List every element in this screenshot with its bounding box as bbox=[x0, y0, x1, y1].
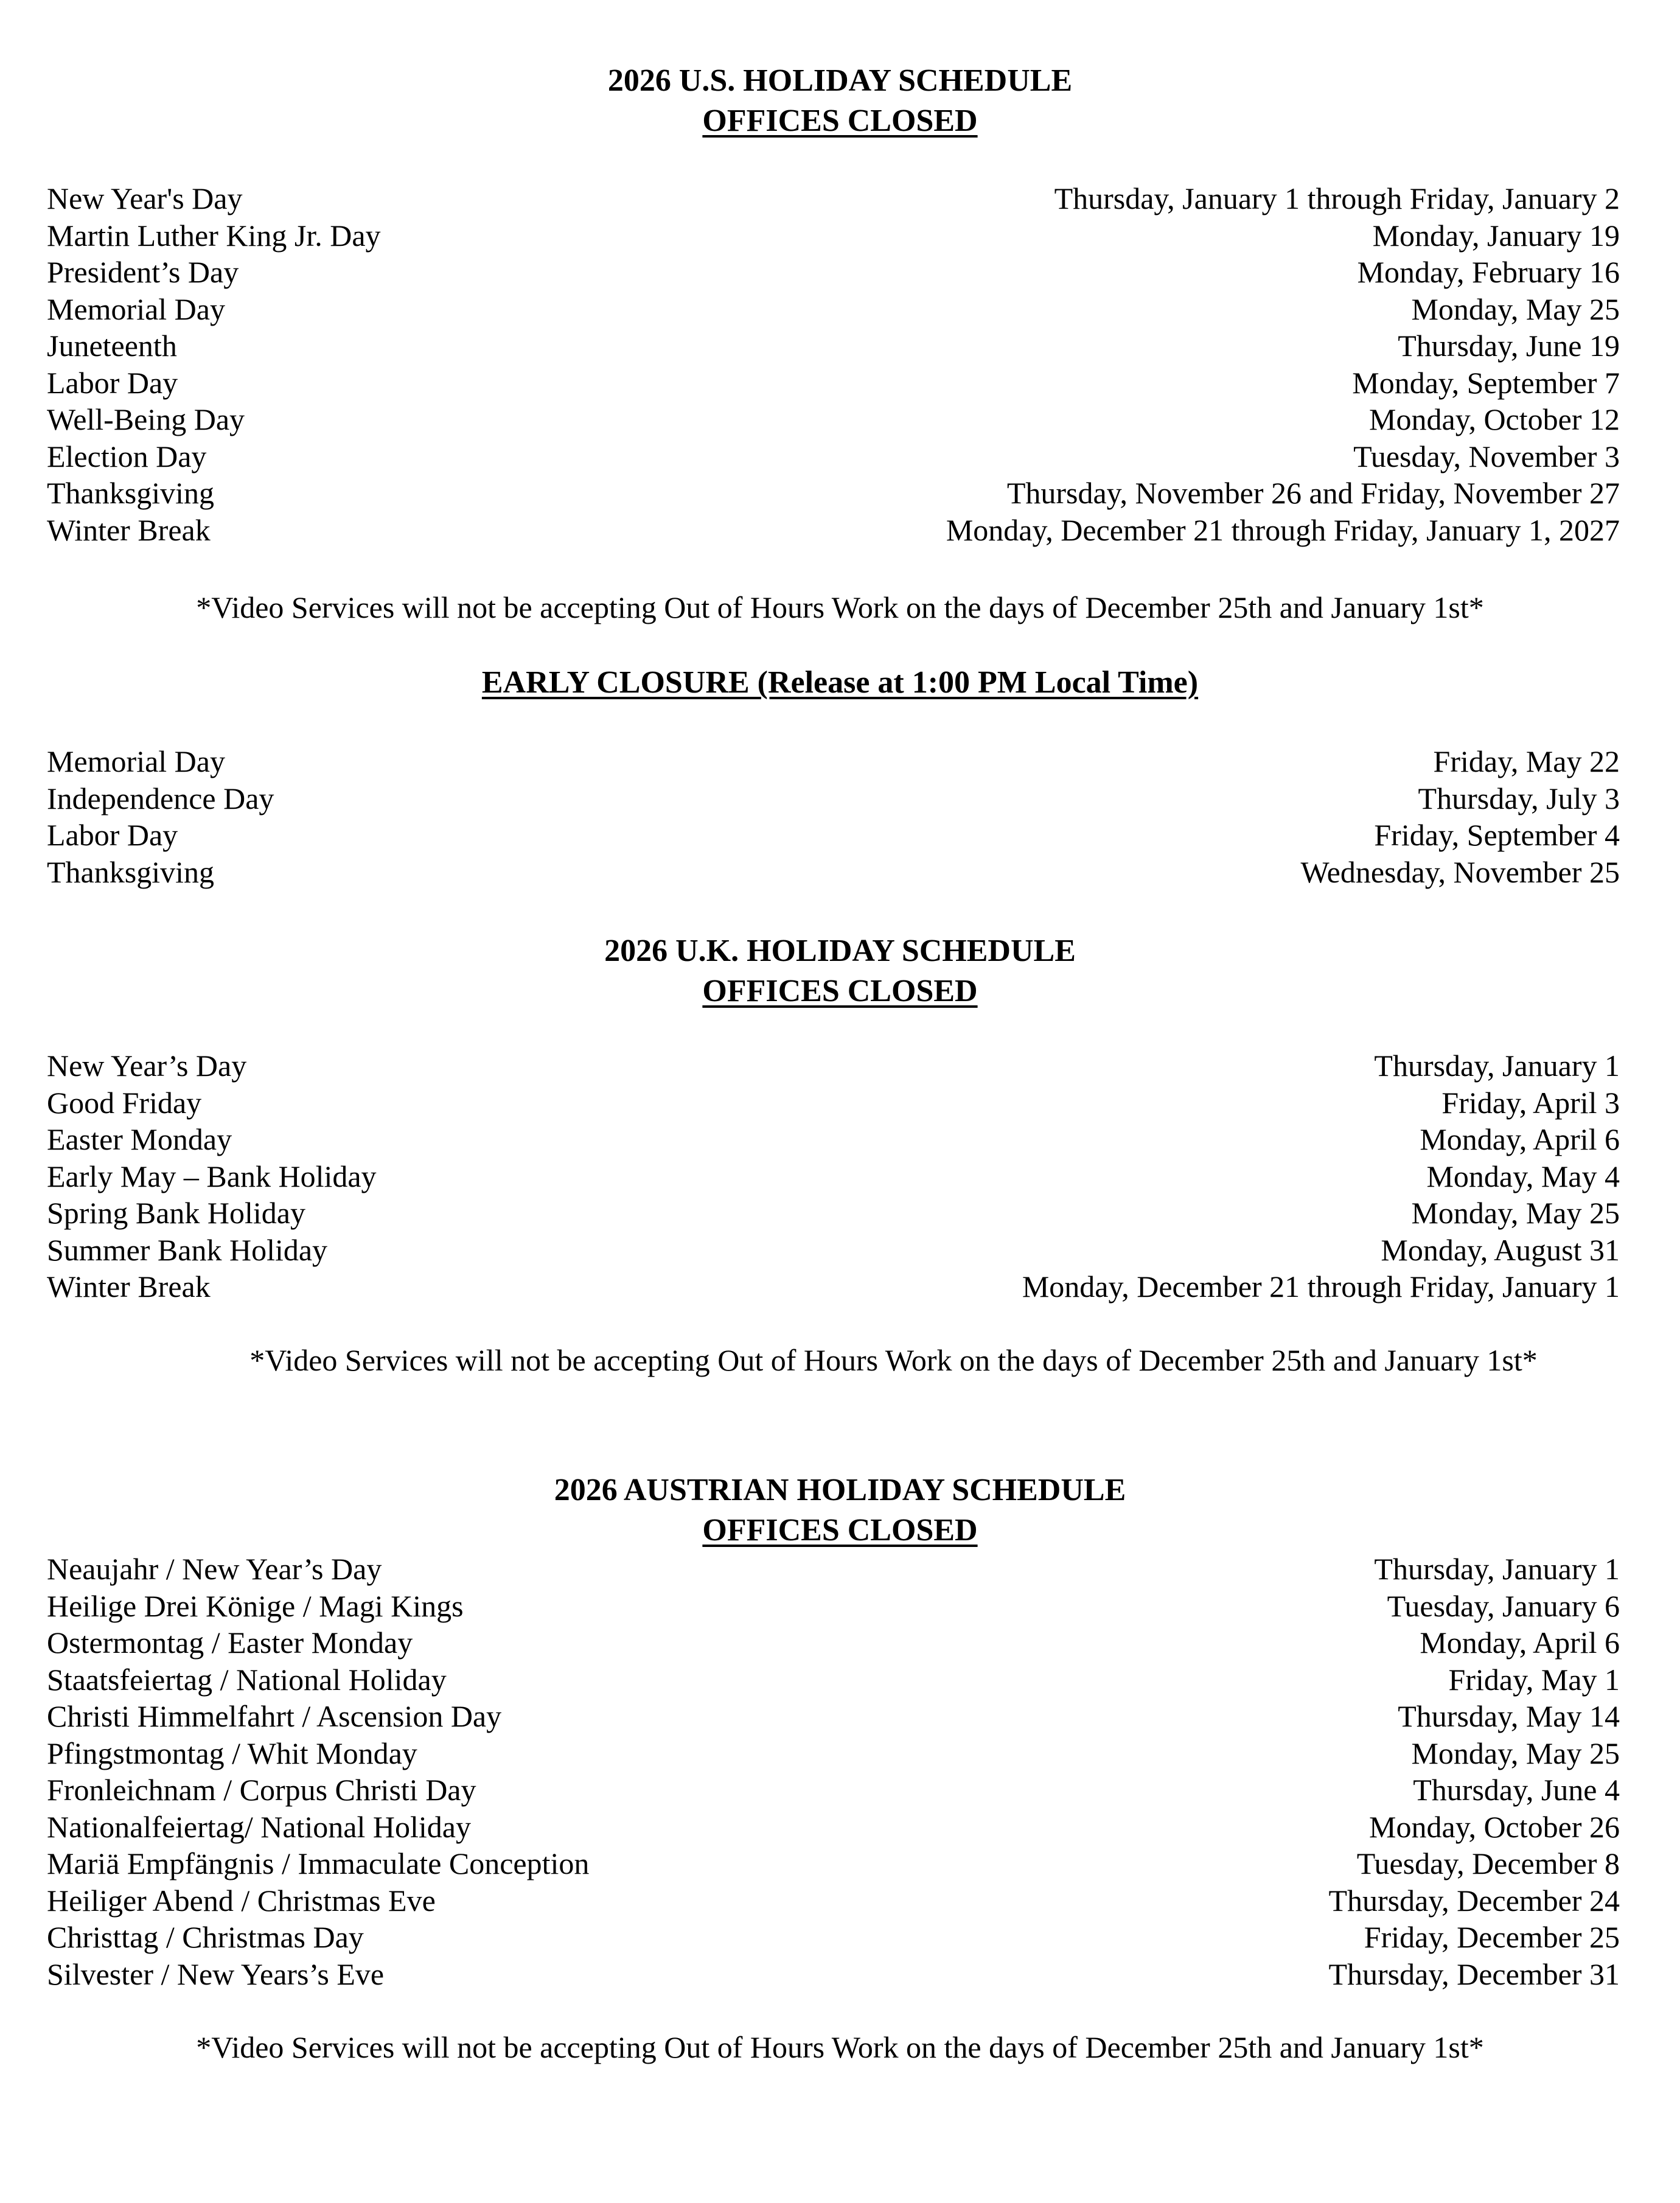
holiday-name: Good Friday bbox=[47, 1085, 202, 1120]
holiday-name: Juneteenth bbox=[47, 329, 177, 363]
holiday-name: Memorial Day bbox=[47, 744, 225, 778]
holiday-row bbox=[47, 1551, 1620, 1588]
holiday-date: Thursday, July 3 bbox=[1418, 781, 1620, 815]
holiday-name: Labor Day bbox=[47, 365, 178, 400]
holiday-name: Heiliger Abend / Christmas Eve bbox=[47, 1883, 436, 1918]
holiday-name: Well-Being Day bbox=[47, 402, 245, 436]
holiday-row bbox=[47, 1735, 1620, 1772]
holiday-row bbox=[47, 365, 1620, 402]
holiday-row bbox=[47, 1919, 1620, 1956]
holiday-name: Pfingstmontag / Whit Monday bbox=[47, 1736, 417, 1770]
austria-video-services-note: *Video Services will not be accepting Out of Hours Work on the days of December 25th and January 1st* bbox=[196, 2030, 1484, 2064]
holiday-name: Fronleichnam / Corpus Christi Day bbox=[47, 1773, 476, 1807]
us-holiday-list bbox=[47, 180, 1620, 548]
holiday-row bbox=[47, 1624, 1620, 1661]
early-closure-title: EARLY CLOSURE (Release at 1:00 PM Local Time) bbox=[481, 665, 1199, 700]
holiday-name: Election Day bbox=[47, 439, 207, 473]
austria-title: 2026 AUSTRIAN HOLIDAY SCHEDULE bbox=[554, 1473, 1126, 1507]
holiday-date: Thursday, December 31 bbox=[1328, 1957, 1620, 1991]
holiday-date: Monday, August 31 bbox=[1381, 1232, 1620, 1267]
austria-section-heading bbox=[0, 1470, 1680, 1551]
uk-video-services-note: *Video Services will not be accepting Out of Hours Work on the days of December 25th and January 1st* bbox=[249, 1343, 1538, 1377]
us-title: 2026 U.S. HOLIDAY SCHEDULE bbox=[607, 63, 1073, 98]
holiday-name: Nationalfeiertag/ National Holiday bbox=[47, 1809, 471, 1844]
holiday-row bbox=[47, 512, 1620, 549]
uk-section-heading bbox=[0, 931, 1680, 1011]
holiday-name: Silvester / New Years’s Eve bbox=[47, 1957, 385, 1991]
uk-holiday-list bbox=[47, 1047, 1620, 1305]
holiday-name: Christi Himmelfahrt / Ascension Day bbox=[47, 1699, 502, 1733]
austria-holiday-list bbox=[47, 1551, 1620, 1992]
holiday-name: Thanksgiving bbox=[47, 476, 214, 510]
holiday-name: Martin Luther King Jr. Day bbox=[47, 218, 381, 253]
holiday-row bbox=[47, 1121, 1620, 1158]
holiday-row bbox=[47, 475, 1620, 512]
holiday-date: Thursday, November 26 and Friday, November 27 bbox=[1006, 476, 1620, 510]
holiday-date: Monday, December 21 through Friday, January 1 bbox=[1022, 1269, 1620, 1304]
holiday-name: Labor Day bbox=[47, 818, 178, 852]
holiday-date: Thursday, June 4 bbox=[1413, 1773, 1620, 1807]
holiday-date: Thursday, May 14 bbox=[1398, 1699, 1620, 1733]
holiday-name: Early May – Bank Holiday bbox=[47, 1159, 377, 1193]
holiday-row bbox=[47, 817, 1620, 854]
austria-subtitle: OFFICES CLOSED bbox=[702, 1513, 978, 1548]
holiday-name: New Year’s Day bbox=[47, 1049, 247, 1083]
holiday-name: President’s Day bbox=[47, 255, 239, 289]
holiday-date: Friday, May 22 bbox=[1433, 744, 1620, 778]
holiday-name: Winter Break bbox=[47, 1269, 211, 1304]
early-closure-list bbox=[47, 743, 1620, 890]
holiday-name: Ostermontag / Easter Monday bbox=[47, 1625, 413, 1660]
holiday-date: Monday, September 7 bbox=[1352, 365, 1620, 400]
holiday-name: Memorial Day bbox=[47, 292, 225, 326]
holiday-row bbox=[47, 1956, 1620, 1993]
holiday-row bbox=[47, 1195, 1620, 1232]
holiday-date: Monday, February 16 bbox=[1357, 255, 1620, 289]
holiday-row bbox=[47, 1232, 1620, 1269]
holiday-row bbox=[47, 1084, 1620, 1122]
holiday-date: Tuesday, January 6 bbox=[1387, 1588, 1620, 1623]
holiday-date: Monday, October 12 bbox=[1369, 402, 1620, 436]
holiday-date: Friday, April 3 bbox=[1441, 1085, 1620, 1120]
holiday-name: Neaujahr / New Year’s Day bbox=[47, 1552, 382, 1586]
holiday-date: Monday, May 25 bbox=[1411, 1196, 1620, 1230]
holiday-row bbox=[47, 1661, 1620, 1699]
holiday-row bbox=[47, 743, 1620, 780]
holiday-row bbox=[47, 1882, 1620, 1919]
holiday-name: Mariä Empfängnis / Immaculate Conception bbox=[47, 1846, 590, 1880]
holiday-name: Summer Bank Holiday bbox=[47, 1232, 328, 1267]
holiday-row bbox=[47, 327, 1620, 365]
holiday-row bbox=[47, 291, 1620, 328]
holiday-row bbox=[47, 1845, 1620, 1882]
holiday-name: Winter Break bbox=[47, 512, 211, 547]
holiday-row bbox=[47, 1158, 1620, 1195]
holiday-name: Spring Bank Holiday bbox=[47, 1196, 305, 1230]
holiday-date: Monday, May 4 bbox=[1426, 1159, 1620, 1193]
holiday-date: Thursday, December 24 bbox=[1328, 1883, 1620, 1918]
holiday-name: Heilige Drei Könige / Magi Kings bbox=[47, 1588, 464, 1623]
holiday-row bbox=[47, 854, 1620, 891]
holiday-date: Friday, December 25 bbox=[1364, 1920, 1620, 1954]
holiday-name: Thanksgiving bbox=[47, 854, 214, 889]
holiday-date: Monday, May 25 bbox=[1411, 292, 1620, 326]
holiday-row bbox=[47, 217, 1620, 254]
holiday-date: Tuesday, November 3 bbox=[1353, 439, 1620, 473]
uk-subtitle: OFFICES CLOSED bbox=[702, 974, 978, 1008]
holiday-date: Friday, May 1 bbox=[1448, 1662, 1620, 1697]
holiday-date: Tuesday, December 8 bbox=[1356, 1846, 1620, 1880]
holiday-name: Independence Day bbox=[47, 781, 274, 815]
holiday-name: Easter Monday bbox=[47, 1122, 232, 1156]
holiday-date: Thursday, June 19 bbox=[1398, 329, 1620, 363]
holiday-date: Monday, May 25 bbox=[1411, 1736, 1620, 1770]
holiday-date: Friday, September 4 bbox=[1374, 818, 1620, 852]
holiday-row bbox=[47, 1809, 1620, 1846]
holiday-name: Christtag / Christmas Day bbox=[47, 1920, 364, 1954]
uk-title: 2026 U.K. HOLIDAY SCHEDULE bbox=[604, 934, 1076, 968]
holiday-date: Monday, December 21 through Friday, January 1, 2027 bbox=[946, 512, 1620, 547]
holiday-name: Staatsfeiertag / National Holiday bbox=[47, 1662, 447, 1697]
us-section-heading bbox=[0, 61, 1680, 141]
holiday-date: Wednesday, November 25 bbox=[1300, 854, 1620, 889]
holiday-date: Monday, April 6 bbox=[1420, 1122, 1620, 1156]
holiday-row bbox=[47, 438, 1620, 475]
holiday-row bbox=[47, 254, 1620, 291]
holiday-date: Monday, April 6 bbox=[1420, 1625, 1620, 1660]
holiday-row bbox=[47, 401, 1620, 438]
holiday-date: Monday, January 19 bbox=[1372, 218, 1620, 253]
holiday-date: Thursday, January 1 bbox=[1374, 1552, 1620, 1586]
holiday-row bbox=[47, 1772, 1620, 1809]
us-subtitle: OFFICES CLOSED bbox=[702, 103, 978, 138]
holiday-row bbox=[47, 1698, 1620, 1735]
holiday-row bbox=[47, 180, 1620, 217]
holiday-date: Thursday, January 1 bbox=[1374, 1049, 1620, 1083]
holiday-name: New Year's Day bbox=[47, 181, 243, 215]
holiday-date: Monday, October 26 bbox=[1369, 1809, 1620, 1844]
holiday-row bbox=[47, 1588, 1620, 1625]
holiday-row bbox=[47, 1268, 1620, 1305]
holiday-row bbox=[47, 780, 1620, 817]
holiday-row bbox=[47, 1047, 1620, 1084]
holiday-date: Thursday, January 1 through Friday, January 2 bbox=[1054, 181, 1620, 215]
early-closure-heading bbox=[0, 663, 1680, 703]
us-video-services-note: *Video Services will not be accepting Out of Hours Work on the days of December 25th and January 1st* bbox=[196, 590, 1484, 624]
